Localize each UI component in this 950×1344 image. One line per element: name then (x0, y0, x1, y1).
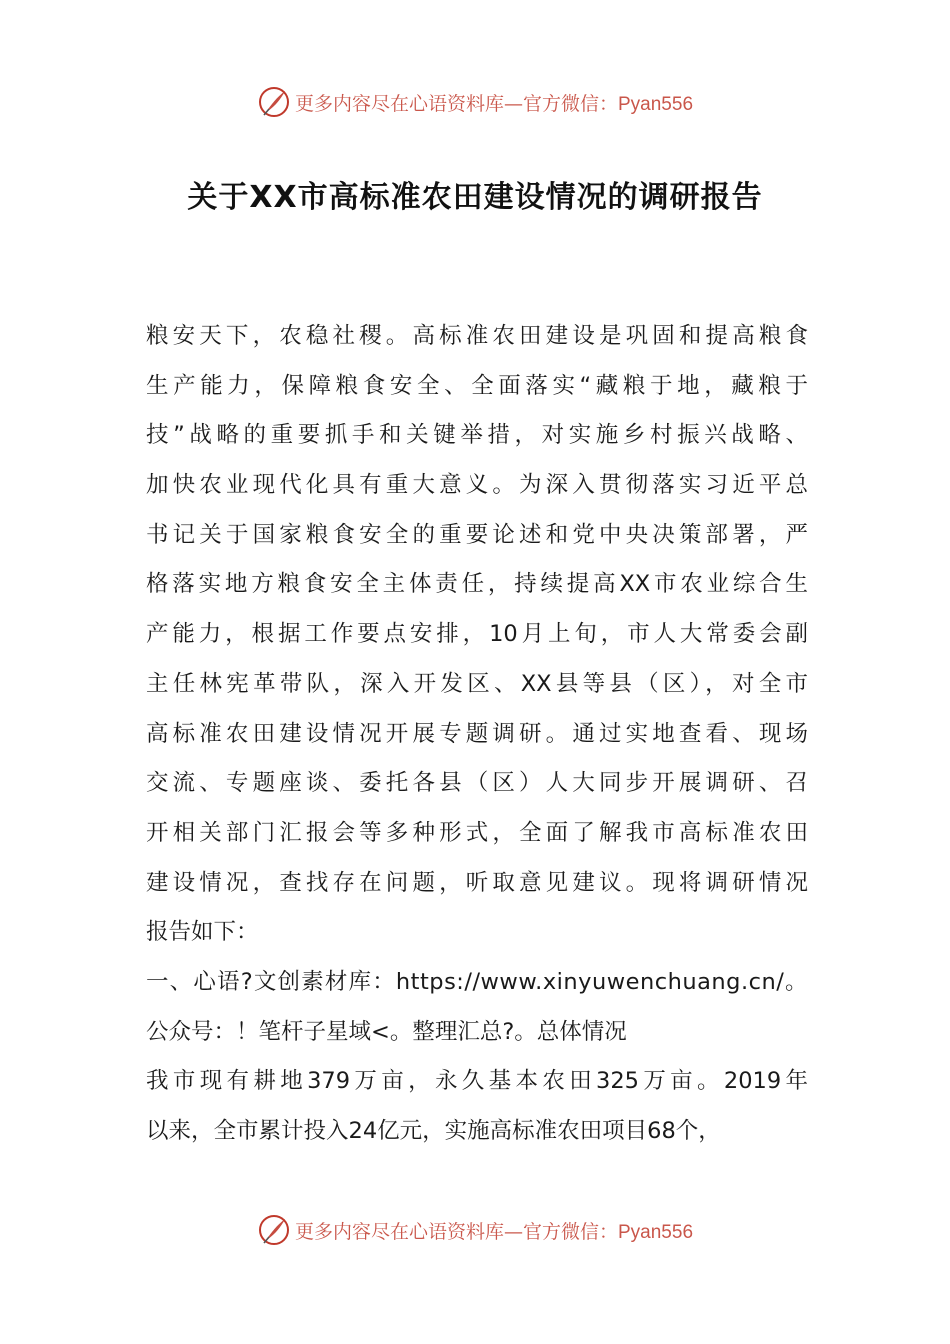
section-heading-line: 一、心语?文创素材库：https://www.xinyuwenchuang.cn/。 (146, 968, 808, 995)
body-line: 格落实地方粮食安全主体责任，持续提高XX市农业综合生 (146, 571, 808, 598)
body-line: 技”战略的重要抓手和关键举措，对实施乡村振兴战略、 (146, 422, 808, 449)
watermark-text: 更多内容尽在心语资料库—官方微信：Pyan556 (294, 92, 694, 115)
footer-watermark (0, 1210, 950, 1250)
body-line: 产能力，根据工作要点安排，10月上旬，市人大常委会副 (146, 621, 808, 648)
section-heading-line: 公众号：！笔杆子星域<。整理汇总?。总体情况 (146, 1018, 627, 1045)
feather-pen-logo-icon (257, 1213, 291, 1247)
body-line: 建设情况，查找存在问题，听取意见建议。现将调研情况 (146, 869, 808, 896)
body-line: 主任林宪革带队，深入开发区、XX县等县（区），对全市 (146, 670, 808, 697)
document-body (146, 312, 808, 1157)
body-line: 生产能力，保障粮食安全、全面落实“藏粮于地，藏粮于 (146, 372, 808, 399)
body-line: 我市现有耕地379万亩，永久基本农田325万亩。2019年 (146, 1068, 808, 1095)
body-line: 报告如下： (146, 919, 259, 946)
body-line: 高标准农田建设情况开展专题调研。通过实地查看、现场 (146, 720, 808, 747)
document-title: 关于XX市高标准农田建设情况的调研报告 (187, 180, 763, 215)
body-line: 加快农业现代化具有重大意义。为深入贯彻落实习近平总 (146, 472, 808, 499)
body-line: 以来，全市累计投入24亿元，实施高标准农田项目68个， (146, 1118, 721, 1144)
feather-pen-logo-icon (257, 85, 291, 119)
body-line: 书记关于国家粮食安全的重要论述和党中央决策部署，严 (146, 521, 808, 548)
body-line: 开相关部门汇报会等多种形式，全面了解我市高标准农田 (146, 819, 808, 846)
header-watermark (0, 82, 950, 122)
body-line: 粮安天下，农稳社稷。高标准农田建设是巩固和提高粮食 (146, 323, 808, 349)
body-line: 交流、专题座谈、委托各县（区）人大同步开展调研、召 (146, 770, 808, 797)
watermark-text: 更多内容尽在心语资料库—官方微信：Pyan556 (294, 1220, 694, 1243)
